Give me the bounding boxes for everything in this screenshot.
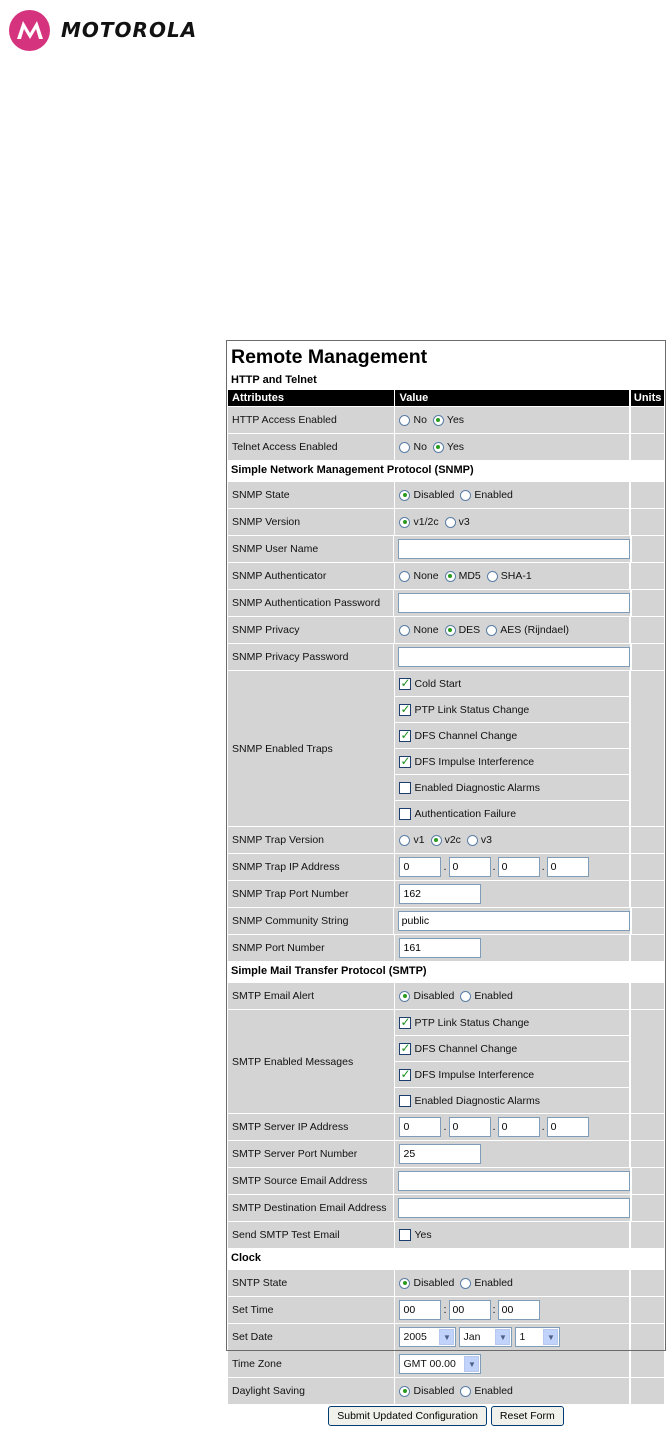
telnet-access-label: Telnet Access Enabled xyxy=(228,434,394,460)
table-row xyxy=(228,1297,664,1323)
daylight-disabled-radio[interactable]: Disabled xyxy=(399,1385,454,1397)
snmp-version-v1-2c-radio[interactable]: v1/2c xyxy=(399,516,438,528)
time-zone-select[interactable]: GMT 00.00 ▼ xyxy=(399,1354,481,1374)
section-snmp: Simple Network Management Protocol (SNMP) xyxy=(231,464,474,476)
snmp-traps-label: SNMP Enabled Traps xyxy=(228,671,394,826)
set-time-label: Set Time xyxy=(228,1297,394,1323)
month-select[interactable]: Jan ▼ xyxy=(459,1327,512,1347)
smtp-email-alert-label: SMTP Email Alert xyxy=(228,983,394,1009)
smtp-ptp-link-status-checkbox[interactable]: ✓ PTP Link Status Change xyxy=(395,1010,629,1035)
column-attributes: Attributes xyxy=(228,390,394,406)
trap-version-v1-radio[interactable]: v1 xyxy=(399,834,424,846)
table-row xyxy=(228,1270,664,1296)
snmp-auth-password-label: SNMP Authentication Password xyxy=(228,590,393,616)
smtp-server-ip-field: 0 . 0 . 0 . 0 xyxy=(395,1114,629,1140)
telnet-access-yes-radio[interactable]: Yes xyxy=(433,441,464,453)
set-date-field xyxy=(395,1324,629,1350)
snmp-trap-port-field[interactable] xyxy=(399,884,481,904)
telnet-access-no-radio[interactable]: No xyxy=(399,441,426,453)
smtp-server-port-label: SMTP Server Port Number xyxy=(228,1141,394,1167)
trap-dfs-impulse-checkbox[interactable]: ✓ DFS Impulse Interference xyxy=(395,749,629,774)
trap-cold-start-checkbox[interactable]: ✓ Cold Start xyxy=(395,671,629,696)
table-row xyxy=(228,590,664,616)
http-access-yes-radio[interactable]: Yes xyxy=(433,414,464,426)
snmp-version-label: SNMP Version xyxy=(228,509,394,535)
snmp-trap-ip-label: SNMP Trap IP Address xyxy=(228,854,394,880)
snmp-version-v3-radio[interactable]: v3 xyxy=(445,516,470,528)
sntp-state-label: SNTP State xyxy=(228,1270,394,1296)
table-row xyxy=(228,1324,664,1350)
snmp-user-name-label: SNMP User Name xyxy=(228,536,393,562)
smtp-ip-octet-3[interactable] xyxy=(498,1117,540,1137)
snmp-privacy-radio-group xyxy=(395,617,629,643)
table-row xyxy=(228,671,664,826)
snmp-user-name-field[interactable] xyxy=(398,539,630,559)
smtp-dest-email-field[interactable] xyxy=(398,1198,630,1218)
sntp-state-radio-group xyxy=(395,1270,629,1296)
table-row xyxy=(228,644,664,670)
page-title: Remote Management xyxy=(231,346,428,368)
chevron-down-icon: ▼ xyxy=(439,1329,454,1345)
snmp-authenticator-label: SNMP Authenticator xyxy=(228,563,394,589)
table-row xyxy=(228,908,664,934)
trap-version-v2c-radio[interactable]: v2c xyxy=(431,834,461,846)
smtp-diagnostic-alarms-checkbox[interactable]: Enabled Diagnostic Alarms xyxy=(395,1088,629,1113)
table-row xyxy=(228,983,664,1009)
table-row xyxy=(228,1378,664,1404)
table-row xyxy=(228,854,664,880)
snmp-auth-md5-radio[interactable]: MD5 xyxy=(445,570,481,582)
section-http-telnet: HTTP and Telnet xyxy=(231,374,317,386)
table-row xyxy=(228,1195,664,1221)
snmp-privacy-none-radio[interactable]: None xyxy=(399,624,438,636)
section-smtp: Simple Mail Transfer Protocol (SMTP) xyxy=(231,965,427,977)
year-select[interactable]: 2005 ▼ xyxy=(399,1327,456,1347)
snmp-privacy-des-radio[interactable]: DES xyxy=(445,624,481,636)
table-row xyxy=(228,935,664,961)
set-time-field: 00 : 00 : 00 xyxy=(395,1297,629,1323)
snmp-community-label: SNMP Community String xyxy=(228,908,393,934)
smtp-email-alert-radio-group xyxy=(395,983,629,1009)
trap-ptp-link-status-checkbox[interactable]: ✓ PTP Link Status Change xyxy=(395,697,629,722)
table-row xyxy=(228,1114,664,1140)
section-clock: Clock xyxy=(231,1252,261,1264)
smtp-server-port-field[interactable] xyxy=(399,1144,481,1164)
smtp-alert-enabled-radio[interactable]: Enabled xyxy=(460,990,513,1002)
snmp-trap-ip-field: 0 . 0 . 0 . 0 xyxy=(395,854,629,880)
time-hours-field[interactable] xyxy=(399,1300,441,1320)
table-row xyxy=(228,434,664,460)
set-date-label: Set Date xyxy=(228,1324,394,1350)
smtp-ip-octet-2[interactable] xyxy=(449,1117,491,1137)
trap-ip-octet-3[interactable] xyxy=(498,857,540,877)
snmp-auth-sha1-radio[interactable]: SHA-1 xyxy=(487,570,532,582)
snmp-privacy-password-label: SNMP Privacy Password xyxy=(228,644,393,670)
snmp-trap-version-label: SNMP Trap Version xyxy=(228,827,394,853)
trap-dfs-channel-change-checkbox[interactable]: ✓ DFS Channel Change xyxy=(395,723,629,748)
chevron-down-icon: ▼ xyxy=(495,1329,510,1345)
table-row xyxy=(228,881,664,907)
motorola-logo xyxy=(9,9,197,51)
time-minutes-field[interactable] xyxy=(449,1300,491,1320)
sntp-enabled-radio[interactable]: Enabled xyxy=(460,1277,513,1289)
table-row xyxy=(228,536,664,562)
http-access-radio-group xyxy=(395,407,629,433)
daylight-saving-label: Daylight Saving xyxy=(228,1378,394,1404)
table-row xyxy=(228,827,664,853)
table-row xyxy=(228,509,664,535)
daylight-saving-radio-group xyxy=(395,1378,629,1404)
smtp-ip-octet-4[interactable] xyxy=(547,1117,589,1137)
form-buttons xyxy=(228,1406,664,1430)
trap-version-v3-radio[interactable]: v3 xyxy=(467,834,492,846)
smtp-messages-label: SMTP Enabled Messages xyxy=(228,1010,394,1113)
table-row xyxy=(228,482,664,508)
smtp-ip-octet-1[interactable] xyxy=(399,1117,441,1137)
day-select[interactable]: 1 ▼ xyxy=(515,1327,560,1347)
snmp-state-disabled-radio[interactable]: Disabled xyxy=(399,489,454,501)
column-value: Value xyxy=(395,390,629,406)
chevron-down-icon: ▼ xyxy=(543,1329,558,1345)
time-seconds-field[interactable] xyxy=(498,1300,540,1320)
table-row xyxy=(228,1010,664,1113)
snmp-trap-version-radio-group xyxy=(395,827,629,853)
table-row xyxy=(228,1351,664,1377)
snmp-privacy-label: SNMP Privacy xyxy=(228,617,394,643)
column-units: Units xyxy=(631,390,664,406)
snmp-auth-none-radio[interactable]: None xyxy=(399,570,438,582)
table-header xyxy=(228,390,664,406)
table-row xyxy=(228,1168,664,1194)
snmp-version-radio-group xyxy=(395,509,629,535)
smtp-source-email-field[interactable] xyxy=(398,1171,630,1191)
table-row xyxy=(228,563,664,589)
table-row xyxy=(228,617,664,643)
table-row xyxy=(228,1141,664,1167)
smtp-dest-email-label: SMTP Destination Email Address xyxy=(228,1195,393,1221)
trap-ip-octet-2[interactable] xyxy=(449,857,491,877)
snmp-state-radio-group xyxy=(395,482,629,508)
snmp-privacy-password-field[interactable] xyxy=(398,647,630,667)
reset-button[interactable]: Reset Form xyxy=(491,1406,564,1426)
time-zone-label: Time Zone xyxy=(228,1351,394,1377)
snmp-state-label: SNMP State xyxy=(228,482,394,508)
daylight-enabled-radio[interactable]: Enabled xyxy=(460,1385,513,1397)
snmp-state-enabled-radio[interactable]: Enabled xyxy=(460,489,513,501)
motorola-batwing-icon xyxy=(9,10,50,51)
snmp-auth-password-field[interactable] xyxy=(398,593,630,613)
sntp-disabled-radio[interactable]: Disabled xyxy=(399,1277,454,1289)
http-access-no-radio[interactable]: No xyxy=(399,414,426,426)
submit-button[interactable]: Submit Updated Configuration xyxy=(328,1406,487,1426)
remote-management-panel xyxy=(226,340,666,1422)
trap-auth-failure-checkbox[interactable]: Authentication Failure xyxy=(395,801,629,826)
smtp-alert-disabled-radio[interactable]: Disabled xyxy=(399,990,454,1002)
snmp-port-field[interactable] xyxy=(399,938,481,958)
trap-ip-octet-4[interactable] xyxy=(547,857,589,877)
trap-ip-octet-1[interactable] xyxy=(399,857,441,877)
snmp-community-field[interactable] xyxy=(398,911,630,931)
telnet-access-radio-group xyxy=(395,434,629,460)
smtp-server-ip-label: SMTP Server IP Address xyxy=(228,1114,394,1140)
smtp-dfs-channel-change-checkbox[interactable]: ✓ DFS Channel Change xyxy=(395,1036,629,1061)
snmp-trap-port-label: SNMP Trap Port Number xyxy=(228,881,394,907)
snmp-privacy-aes-radio[interactable]: AES (Rijndael) xyxy=(486,624,569,636)
chevron-down-icon: ▼ xyxy=(464,1356,479,1372)
smtp-test-email-checkbox[interactable]: Yes xyxy=(395,1222,629,1248)
trap-diagnostic-alarms-checkbox[interactable]: Enabled Diagnostic Alarms xyxy=(395,775,629,800)
smtp-dfs-impulse-checkbox[interactable]: ✓ DFS Impulse Interference xyxy=(395,1062,629,1087)
brand-name: MOTOROLA xyxy=(61,18,198,42)
smtp-source-email-label: SMTP Source Email Address xyxy=(228,1168,393,1194)
http-access-label: HTTP Access Enabled xyxy=(228,407,394,433)
table-row xyxy=(228,1222,664,1248)
snmp-port-label: SNMP Port Number xyxy=(228,935,394,961)
smtp-test-email-label: Send SMTP Test Email xyxy=(228,1222,394,1248)
table-row xyxy=(228,407,664,433)
snmp-authenticator-radio-group xyxy=(395,563,629,589)
